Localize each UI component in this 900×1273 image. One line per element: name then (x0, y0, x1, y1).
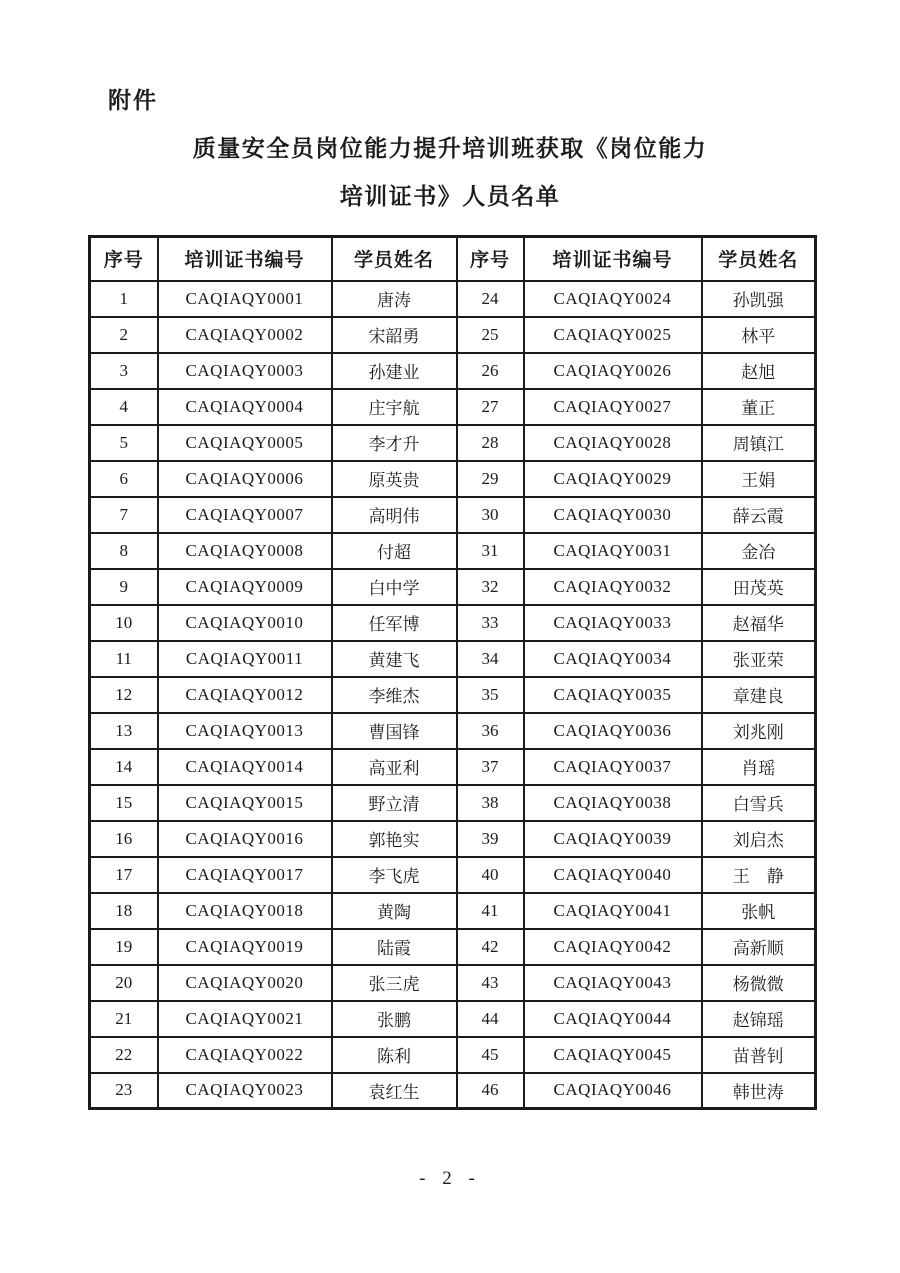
index-right-cell: 34 (457, 641, 524, 677)
table-body (90, 281, 816, 1109)
table-row (90, 929, 816, 965)
student-name-right-cell: 周镇江 (702, 425, 816, 461)
student-name-left-cell: 郭艳实 (332, 821, 457, 857)
index-left-cell: 20 (90, 965, 158, 1001)
table-row (90, 1073, 816, 1109)
document-title-line1: 质量安全员岗位能力提升培训班获取《岗位能力 (192, 136, 708, 161)
student-name-right-cell: 刘启杰 (702, 821, 816, 857)
table-row (90, 785, 816, 821)
document-title-line2: 培训证书》人员名单 (339, 184, 561, 209)
certificate-number-right-cell: CAQIAQY0045 (524, 1037, 702, 1073)
index-left-cell: 15 (90, 785, 158, 821)
student-name-right-cell: 林平 (702, 317, 816, 353)
index-left-cell: 9 (90, 569, 158, 605)
table-row (90, 389, 816, 425)
student-name-right-cell: 张帆 (702, 893, 816, 929)
certificate-number-right-cell: CAQIAQY0032 (524, 569, 702, 605)
certificate-number-right-cell: CAQIAQY0030 (524, 497, 702, 533)
table-row (90, 749, 816, 785)
student-name-right-cell: 王娟 (702, 461, 816, 497)
index-left-cell: 23 (90, 1073, 158, 1109)
roster-table (88, 235, 817, 1110)
certificate-number-right-cell: CAQIAQY0034 (524, 641, 702, 677)
index-left-cell: 16 (90, 821, 158, 857)
index-right-cell: 30 (457, 497, 524, 533)
table-row (90, 569, 816, 605)
index-left-cell: 13 (90, 713, 158, 749)
student-name-right-cell: 王 静 (702, 857, 816, 893)
student-name-left-cell: 李才升 (332, 425, 457, 461)
table-row (90, 1037, 816, 1073)
index-left-cell: 1 (90, 281, 158, 317)
student-name-left-cell: 原英贵 (332, 461, 457, 497)
student-name-left-cell: 高明伟 (332, 497, 457, 533)
student-name-left-cell: 李维杰 (332, 677, 457, 713)
student-name-left-cell: 高亚利 (332, 749, 457, 785)
index-left-cell: 19 (90, 929, 158, 965)
certificate-number-right-cell: CAQIAQY0025 (524, 317, 702, 353)
certificate-number-left-cell: CAQIAQY0015 (158, 785, 332, 821)
certificate-number-right-cell: CAQIAQY0027 (524, 389, 702, 425)
table-row (90, 641, 816, 677)
index-left-cell: 14 (90, 749, 158, 785)
student-name-right-cell: 董正 (702, 389, 816, 425)
student-name-left-cell: 黄陶 (332, 893, 457, 929)
index-right-cell: 44 (457, 1001, 524, 1037)
table-row (90, 353, 816, 389)
certificate-number-right-cell: CAQIAQY0040 (524, 857, 702, 893)
table-row (90, 497, 816, 533)
student-name-right-cell: 田茂英 (702, 569, 816, 605)
index-right-cell: 46 (457, 1073, 524, 1109)
column-header-certificate-number-left: 培训证书编号 (158, 237, 332, 281)
student-name-left-cell: 张三虎 (332, 965, 457, 1001)
index-right-cell: 37 (457, 749, 524, 785)
certificate-number-right-cell: CAQIAQY0024 (524, 281, 702, 317)
certificate-number-right-cell: CAQIAQY0026 (524, 353, 702, 389)
student-name-right-cell: 刘兆刚 (702, 713, 816, 749)
certificate-number-left-cell: CAQIAQY0014 (158, 749, 332, 785)
certificate-number-left-cell: CAQIAQY0011 (158, 641, 332, 677)
index-right-cell: 25 (457, 317, 524, 353)
table-row (90, 1001, 816, 1037)
column-header-student-name-left: 学员姓名 (332, 237, 457, 281)
student-name-right-cell: 苗普钊 (702, 1037, 816, 1073)
certificate-number-left-cell: CAQIAQY0002 (158, 317, 332, 353)
certificate-number-right-cell: CAQIAQY0035 (524, 677, 702, 713)
index-left-cell: 10 (90, 605, 158, 641)
certificate-number-left-cell: CAQIAQY0009 (158, 569, 332, 605)
table-row (90, 857, 816, 893)
index-right-cell: 33 (457, 605, 524, 641)
table-row (90, 425, 816, 461)
index-left-cell: 12 (90, 677, 158, 713)
student-name-left-cell: 付超 (332, 533, 457, 569)
certificate-number-left-cell: CAQIAQY0013 (158, 713, 332, 749)
index-left-cell: 21 (90, 1001, 158, 1037)
index-right-cell: 43 (457, 965, 524, 1001)
student-name-left-cell: 宋韶勇 (332, 317, 457, 353)
table-header-row (90, 237, 816, 281)
certificate-number-right-cell: CAQIAQY0041 (524, 893, 702, 929)
index-right-cell: 45 (457, 1037, 524, 1073)
index-right-cell: 36 (457, 713, 524, 749)
certificate-number-right-cell: CAQIAQY0036 (524, 713, 702, 749)
student-name-left-cell: 李飞虎 (332, 857, 457, 893)
certificate-number-right-cell: CAQIAQY0029 (524, 461, 702, 497)
index-right-cell: 26 (457, 353, 524, 389)
student-name-right-cell: 孙凯强 (702, 281, 816, 317)
table-row (90, 533, 816, 569)
student-name-left-cell: 任军博 (332, 605, 457, 641)
certificate-number-right-cell: CAQIAQY0043 (524, 965, 702, 1001)
student-name-right-cell: 肖瑶 (702, 749, 816, 785)
student-name-right-cell: 赵福华 (702, 605, 816, 641)
student-name-right-cell: 杨微微 (702, 965, 816, 1001)
certificate-number-right-cell: CAQIAQY0038 (524, 785, 702, 821)
index-right-cell: 41 (457, 893, 524, 929)
student-name-left-cell: 黄建飞 (332, 641, 457, 677)
certificate-number-left-cell: CAQIAQY0016 (158, 821, 332, 857)
certificate-number-left-cell: CAQIAQY0022 (158, 1037, 332, 1073)
table-row (90, 281, 816, 317)
table-row (90, 965, 816, 1001)
index-right-cell: 24 (457, 281, 524, 317)
index-left-cell: 2 (90, 317, 158, 353)
index-left-cell: 3 (90, 353, 158, 389)
certificate-number-left-cell: CAQIAQY0001 (158, 281, 332, 317)
index-left-cell: 18 (90, 893, 158, 929)
index-left-cell: 22 (90, 1037, 158, 1073)
table-row (90, 605, 816, 641)
certificate-number-left-cell: CAQIAQY0008 (158, 533, 332, 569)
index-right-cell: 27 (457, 389, 524, 425)
certificate-number-left-cell: CAQIAQY0019 (158, 929, 332, 965)
certificate-number-left-cell: CAQIAQY0017 (158, 857, 332, 893)
certificate-number-left-cell: CAQIAQY0006 (158, 461, 332, 497)
student-name-left-cell: 曹国锋 (332, 713, 457, 749)
index-left-cell: 5 (90, 425, 158, 461)
certificate-number-right-cell: CAQIAQY0028 (524, 425, 702, 461)
certificate-number-right-cell: CAQIAQY0031 (524, 533, 702, 569)
column-header-student-name-right: 学员姓名 (702, 237, 816, 281)
student-name-right-cell: 白雪兵 (702, 785, 816, 821)
index-right-cell: 38 (457, 785, 524, 821)
certificate-number-left-cell: CAQIAQY0005 (158, 425, 332, 461)
certificate-number-left-cell: CAQIAQY0018 (158, 893, 332, 929)
table-row (90, 821, 816, 857)
index-right-cell: 28 (457, 425, 524, 461)
certificate-number-left-cell: CAQIAQY0004 (158, 389, 332, 425)
certificate-number-right-cell: CAQIAQY0037 (524, 749, 702, 785)
student-name-left-cell: 唐涛 (332, 281, 457, 317)
student-name-left-cell: 庄宇航 (332, 389, 457, 425)
index-left-cell: 4 (90, 389, 158, 425)
table-row (90, 317, 816, 353)
student-name-left-cell: 张鹏 (332, 1001, 457, 1037)
column-header-certificate-number-right: 培训证书编号 (524, 237, 702, 281)
table-row (90, 461, 816, 497)
page-number: - 2 - (419, 1168, 481, 1189)
student-name-left-cell: 陆霞 (332, 929, 457, 965)
certificate-number-right-cell: CAQIAQY0046 (524, 1073, 702, 1109)
certificate-number-left-cell: CAQIAQY0012 (158, 677, 332, 713)
index-right-cell: 42 (457, 929, 524, 965)
index-right-cell: 32 (457, 569, 524, 605)
certificate-number-left-cell: CAQIAQY0021 (158, 1001, 332, 1037)
table-row (90, 713, 816, 749)
index-right-cell: 40 (457, 857, 524, 893)
certificate-number-left-cell: CAQIAQY0020 (158, 965, 332, 1001)
column-header-index-right: 序号 (457, 237, 524, 281)
table-row (90, 677, 816, 713)
certificate-number-left-cell: CAQIAQY0023 (158, 1073, 332, 1109)
attachment-label: 附件 (108, 88, 158, 113)
index-left-cell: 17 (90, 857, 158, 893)
student-name-right-cell: 金冶 (702, 533, 816, 569)
index-left-cell: 11 (90, 641, 158, 677)
student-name-right-cell: 章建良 (702, 677, 816, 713)
student-name-right-cell: 高新顺 (702, 929, 816, 965)
student-name-right-cell: 张亚荣 (702, 641, 816, 677)
student-name-left-cell: 陈利 (332, 1037, 457, 1073)
certificate-number-right-cell: CAQIAQY0033 (524, 605, 702, 641)
column-header-index-left: 序号 (90, 237, 158, 281)
student-name-left-cell: 袁红生 (332, 1073, 457, 1109)
student-name-left-cell: 孙建业 (332, 353, 457, 389)
index-right-cell: 29 (457, 461, 524, 497)
index-left-cell: 8 (90, 533, 158, 569)
student-name-left-cell: 野立清 (332, 785, 457, 821)
index-left-cell: 6 (90, 461, 158, 497)
index-right-cell: 35 (457, 677, 524, 713)
certificate-number-right-cell: CAQIAQY0044 (524, 1001, 702, 1037)
student-name-left-cell: 白中学 (332, 569, 457, 605)
certificate-number-left-cell: CAQIAQY0010 (158, 605, 332, 641)
student-name-right-cell: 赵锦瑶 (702, 1001, 816, 1037)
index-left-cell: 7 (90, 497, 158, 533)
certificate-number-left-cell: CAQIAQY0003 (158, 353, 332, 389)
index-right-cell: 39 (457, 821, 524, 857)
table-row (90, 893, 816, 929)
certificate-number-right-cell: CAQIAQY0039 (524, 821, 702, 857)
student-name-right-cell: 韩世涛 (702, 1073, 816, 1109)
certificate-number-left-cell: CAQIAQY0007 (158, 497, 332, 533)
certificate-number-right-cell: CAQIAQY0042 (524, 929, 702, 965)
student-name-right-cell: 赵旭 (702, 353, 816, 389)
index-right-cell: 31 (457, 533, 524, 569)
student-name-right-cell: 薛云霞 (702, 497, 816, 533)
